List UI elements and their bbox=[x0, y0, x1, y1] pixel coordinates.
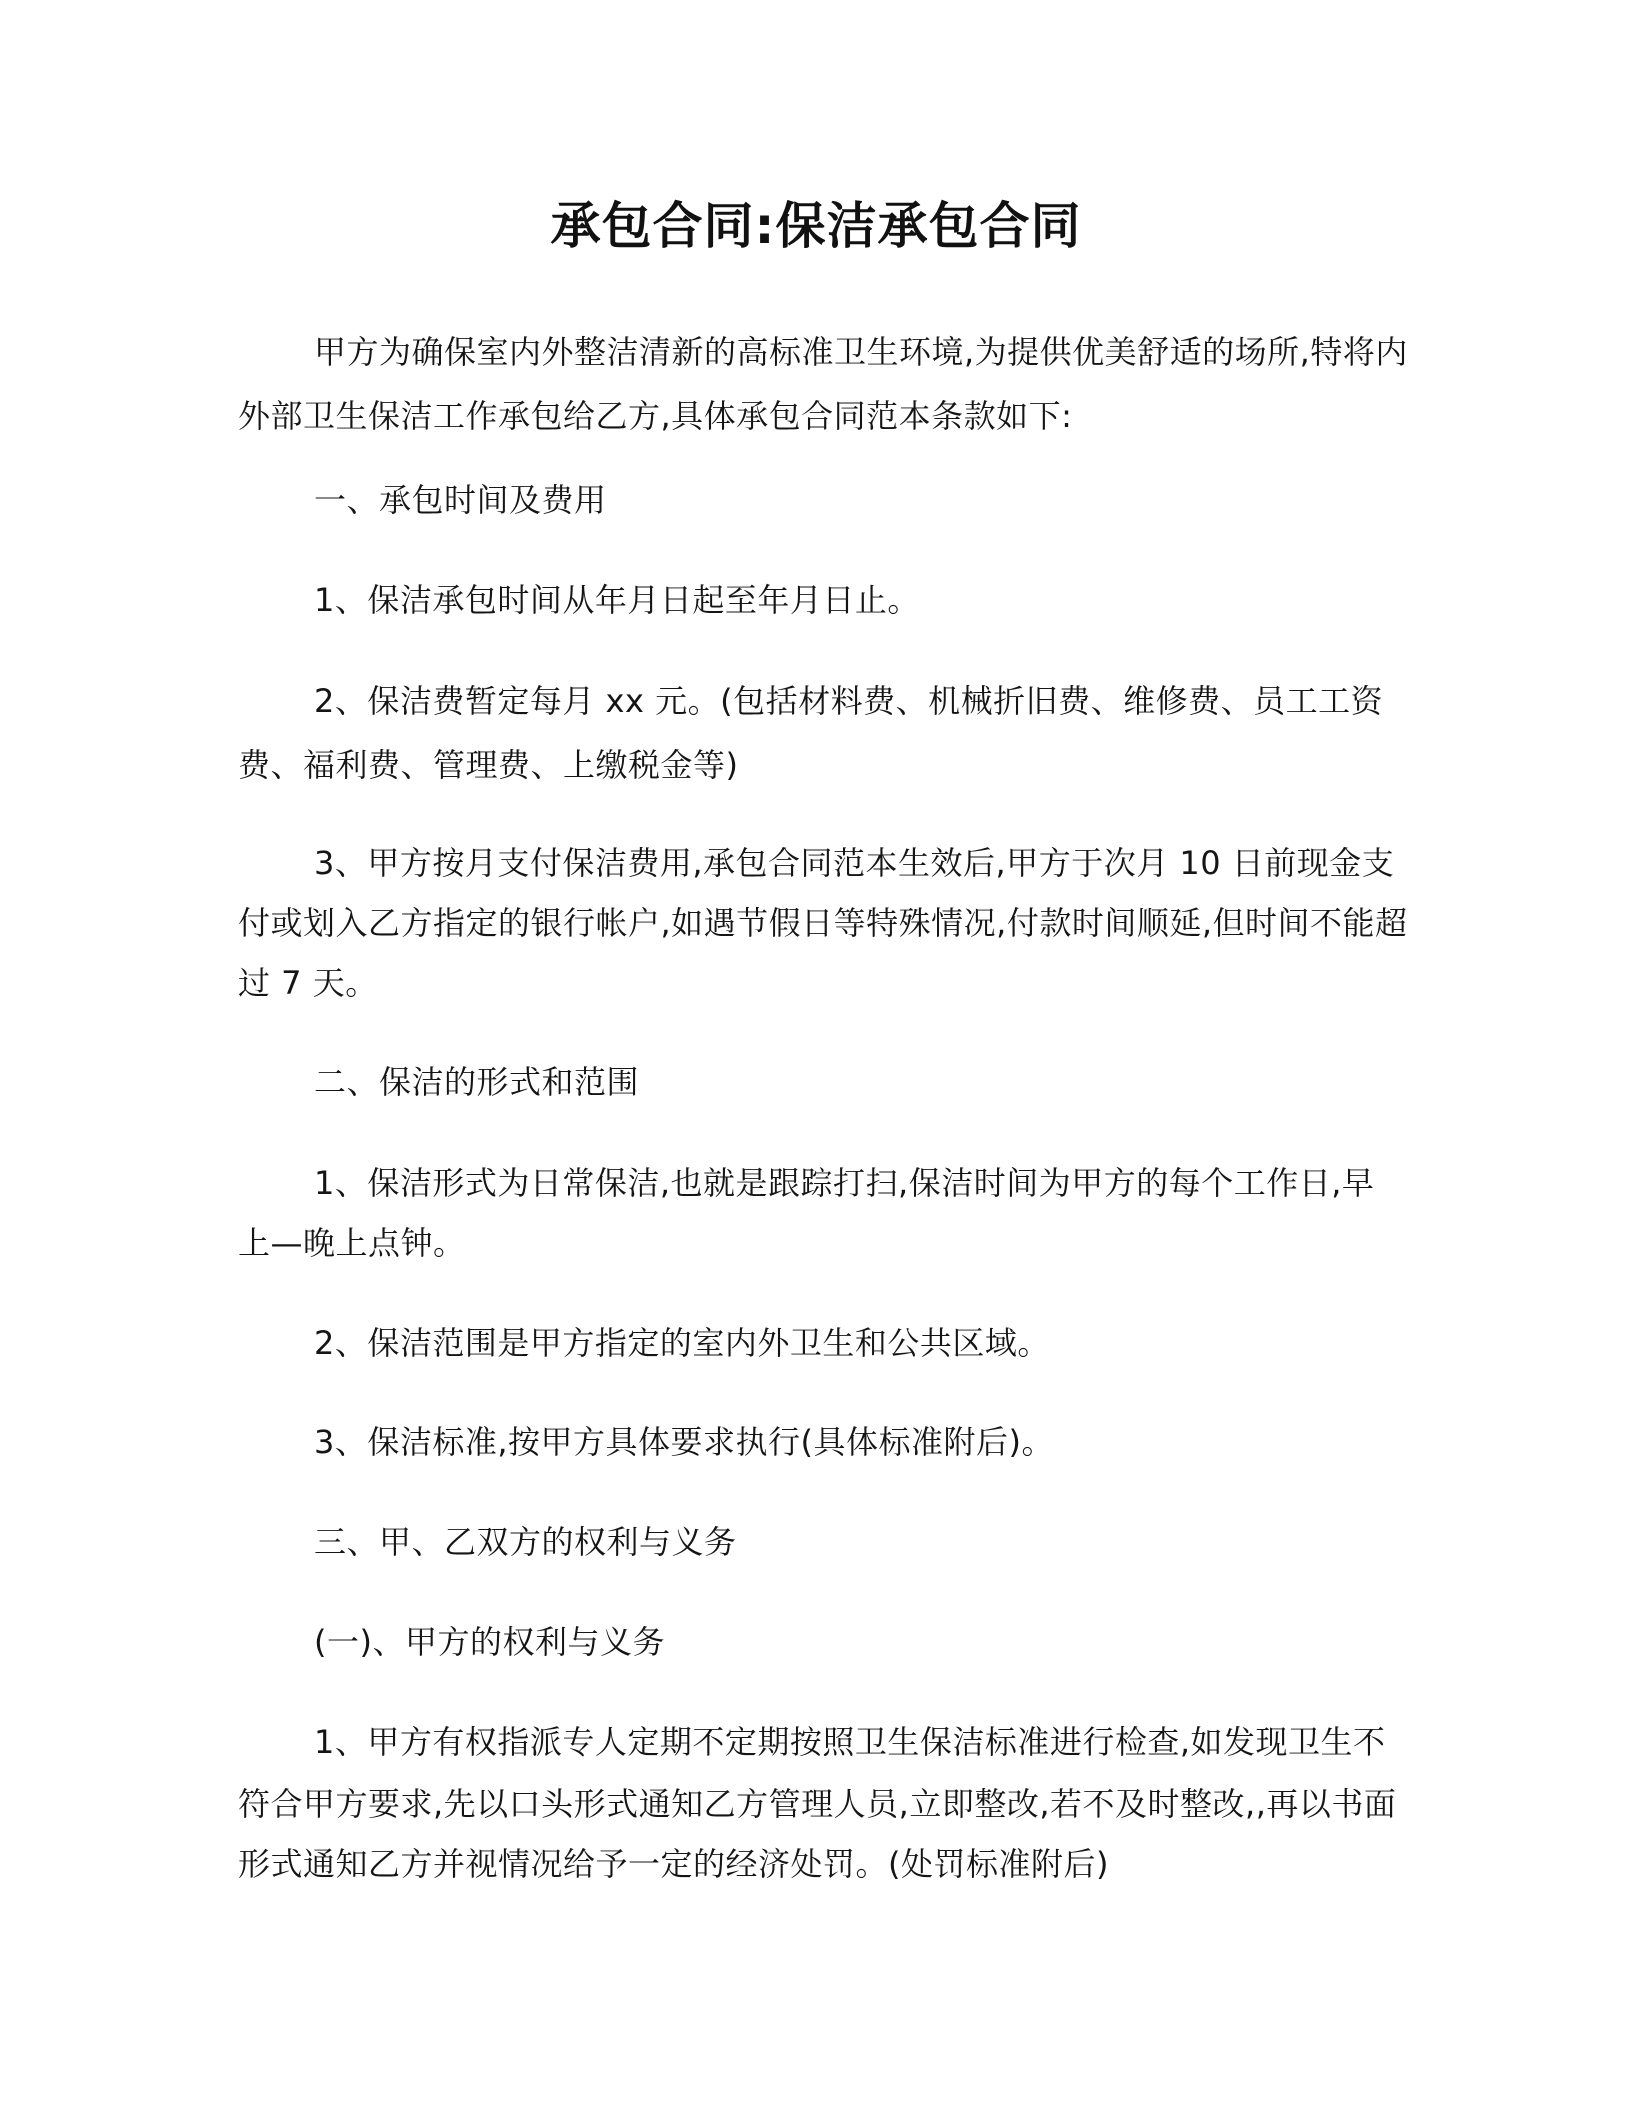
section-3-item-1-line-1: 1、甲方有权指派专人定期不定期按照卫生保洁标准进行检查,如发现卫生不 bbox=[314, 1723, 1386, 1761]
intro-line-2: 外部卫生保洁工作承包给乙方,具体承包合同范本条款如下: bbox=[238, 397, 1073, 435]
section-2-item-1-line-2: 上—晚上点钟。 bbox=[238, 1224, 466, 1262]
section-2-item-3: 3、保洁标准,按甲方具体要求执行(具体标准附后)。 bbox=[314, 1423, 1055, 1461]
section-1-item-3-line-1: 3、甲方按月支付保洁费用,承包合同范本生效后,甲方于次月 10 日前现金支 bbox=[314, 844, 1395, 882]
section-1-heading: 一、承包时间及费用 bbox=[314, 481, 607, 519]
section-2-item-2: 2、保洁范围是甲方指定的室内外卫生和公共区域。 bbox=[314, 1324, 1050, 1362]
section-3-item-1-line-3: 形式通知乙方并视情况给予一定的经济处罚。(处罚标准附后) bbox=[238, 1845, 1109, 1883]
section-3-subheading: (一)、甲方的权利与义务 bbox=[314, 1623, 665, 1661]
document-title: 承包合同:保洁承包合同 bbox=[550, 197, 1082, 255]
section-1-item-2-line-2: 费、福利费、管理费、上缴税金等) bbox=[238, 746, 739, 784]
section-2-item-1-line-1: 1、保洁形式为日常保洁,也就是跟踪打扫,保洁时间为甲方的每个工作日,早 bbox=[314, 1164, 1375, 1202]
section-2-heading: 二、保洁的形式和范围 bbox=[314, 1063, 640, 1101]
intro-line-1: 甲方为确保室内外整洁清新的高标准卫生环境,为提供优美舒适的场所,特将内 bbox=[314, 333, 1408, 371]
section-3-item-1-line-2: 符合甲方要求,先以口头形式通知乙方管理人员,立即整改,若不及时整改,,再以书面 bbox=[238, 1785, 1397, 1823]
section-1-item-3-line-3: 过 7 天。 bbox=[238, 964, 378, 1002]
section-1-item-2-line-1: 2、保洁费暂定每月 xx 元。(包括材料费、机械折旧费、维修费、员工工资 bbox=[314, 682, 1384, 720]
section-1-item-1: 1、保洁承包时间从年月日起至年月日止。 bbox=[314, 581, 920, 619]
section-3-heading: 三、甲、乙双方的权利与义务 bbox=[314, 1523, 737, 1561]
section-1-item-3-line-2: 付或划入乙方指定的银行帐户,如遇节假日等特殊情况,付款时间顺延,但时间不能超 bbox=[238, 904, 1408, 942]
